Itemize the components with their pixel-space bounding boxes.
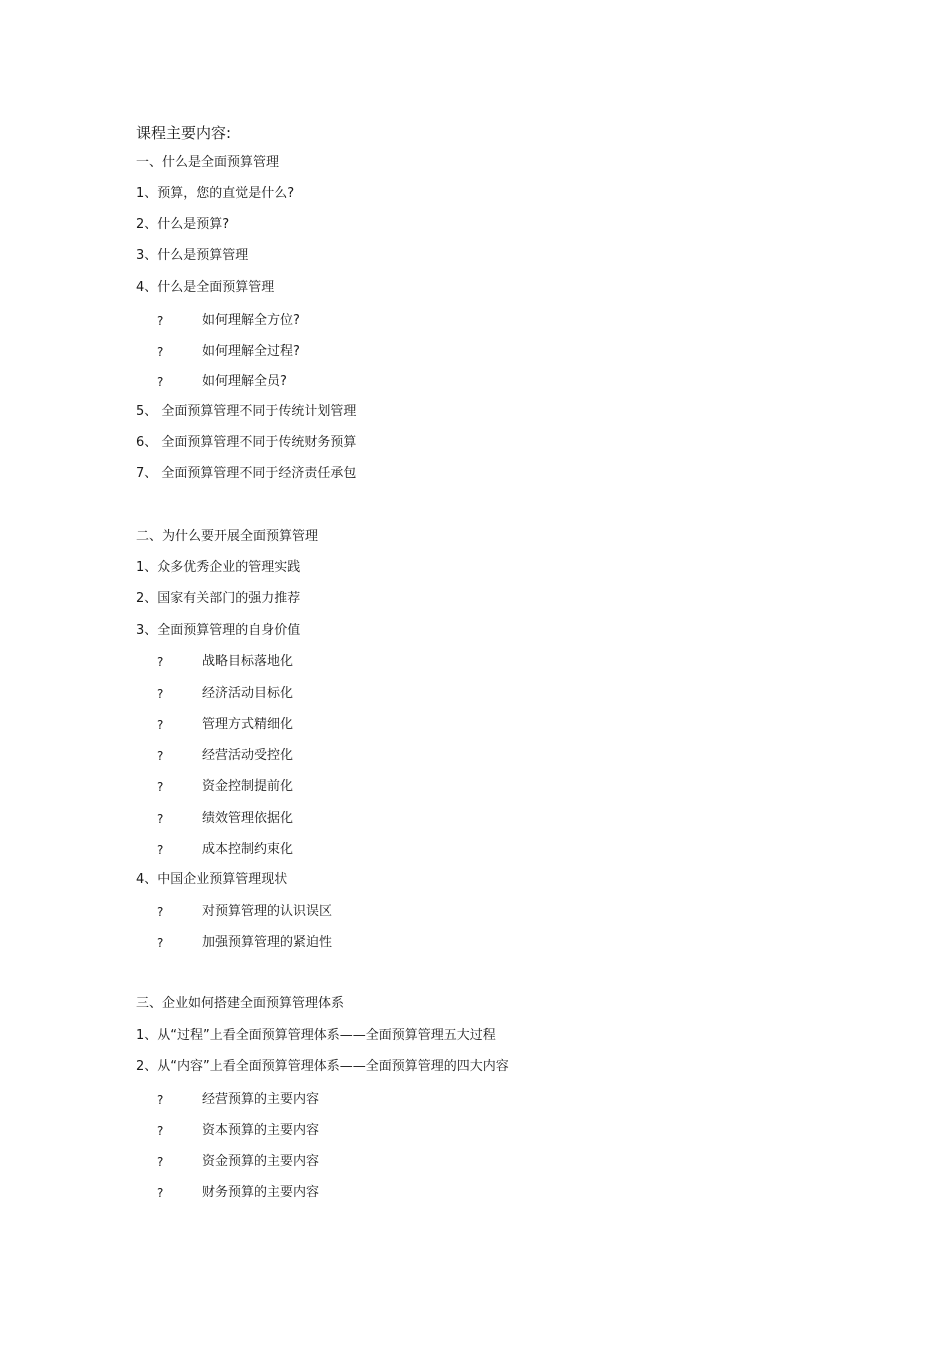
bullet-item: 资金控制提前化 [202, 779, 294, 794]
bullet-mark: ? [157, 1093, 164, 1107]
list-item: 2、什么是预算? [136, 217, 230, 232]
bullet-mark: ? [157, 1124, 164, 1138]
list-item: 4、什么是全面预算管理 [136, 280, 275, 295]
list-item: 5、 全面预算管理不同于传统计划管理 [136, 404, 357, 419]
bullet-mark: ? [157, 749, 164, 763]
bullet-mark: ? [157, 812, 164, 826]
bullet-item: 绩效管理依据化 [202, 811, 294, 826]
bullet-mark: ? [157, 314, 164, 328]
bullet-item: 经济活动目标化 [202, 686, 294, 701]
section-2-heading: 二、为什么要开展全面预算管理 [136, 529, 319, 544]
section-1-heading: 一、什么是全面预算管理 [136, 155, 280, 170]
bullet-item: 如何理解全过程? [202, 344, 300, 359]
bullet-mark: ? [157, 718, 164, 732]
bullet-item: 对预算管理的认识误区 [202, 904, 333, 919]
bullet-mark: ? [157, 1186, 164, 1200]
list-item: 3、全面预算管理的自身价值 [136, 623, 301, 638]
bullet-item: 经营活动受控化 [202, 748, 294, 763]
bullet-mark: ? [157, 687, 164, 701]
bullet-item: 资金预算的主要内容 [202, 1154, 320, 1169]
bullet-mark: ? [157, 375, 164, 389]
bullet-item: 成本控制约束化 [202, 842, 294, 857]
bullet-item: 如何理解全方位? [202, 313, 300, 328]
bullet-mark: ? [157, 655, 164, 669]
bullet-item: 经营预算的主要内容 [202, 1092, 320, 1107]
list-item: 2、从“内容”上看全面预算管理体系——全面预算管理的四大内容 [136, 1059, 509, 1074]
bullet-mark: ? [157, 780, 164, 794]
bullet-mark: ? [157, 905, 164, 919]
list-item: 1、从“过程”上看全面预算管理体系——全面预算管理五大过程 [136, 1028, 496, 1043]
bullet-item: 资本预算的主要内容 [202, 1123, 320, 1138]
list-item: 1、众多优秀企业的管理实践 [136, 560, 301, 575]
section-3-heading: 三、企业如何搭建全面预算管理体系 [136, 996, 345, 1011]
bullet-mark: ? [157, 843, 164, 857]
bullet-item: 战略目标落地化 [202, 654, 294, 669]
list-item: 6、 全面预算管理不同于传统财务预算 [136, 435, 357, 450]
page-title: 课程主要内容: [136, 124, 232, 142]
list-item: 4、中国企业预算管理现状 [136, 872, 288, 887]
list-item: 7、 全面预算管理不同于经济责任承包 [136, 466, 357, 481]
list-item: 3、什么是预算管理 [136, 248, 249, 263]
bullet-item: 加强预算管理的紧迫性 [202, 935, 333, 950]
bullet-item: 财务预算的主要内容 [202, 1185, 320, 1200]
bullet-mark: ? [157, 1155, 164, 1169]
bullet-mark: ? [157, 345, 164, 359]
bullet-item: 如何理解全员? [202, 374, 287, 389]
list-item: 2、国家有关部门的强力推荐 [136, 591, 301, 606]
list-item: 1、预算，您的直觉是什么? [136, 186, 295, 201]
bullet-item: 管理方式精细化 [202, 717, 294, 732]
bullet-mark: ? [157, 936, 164, 950]
